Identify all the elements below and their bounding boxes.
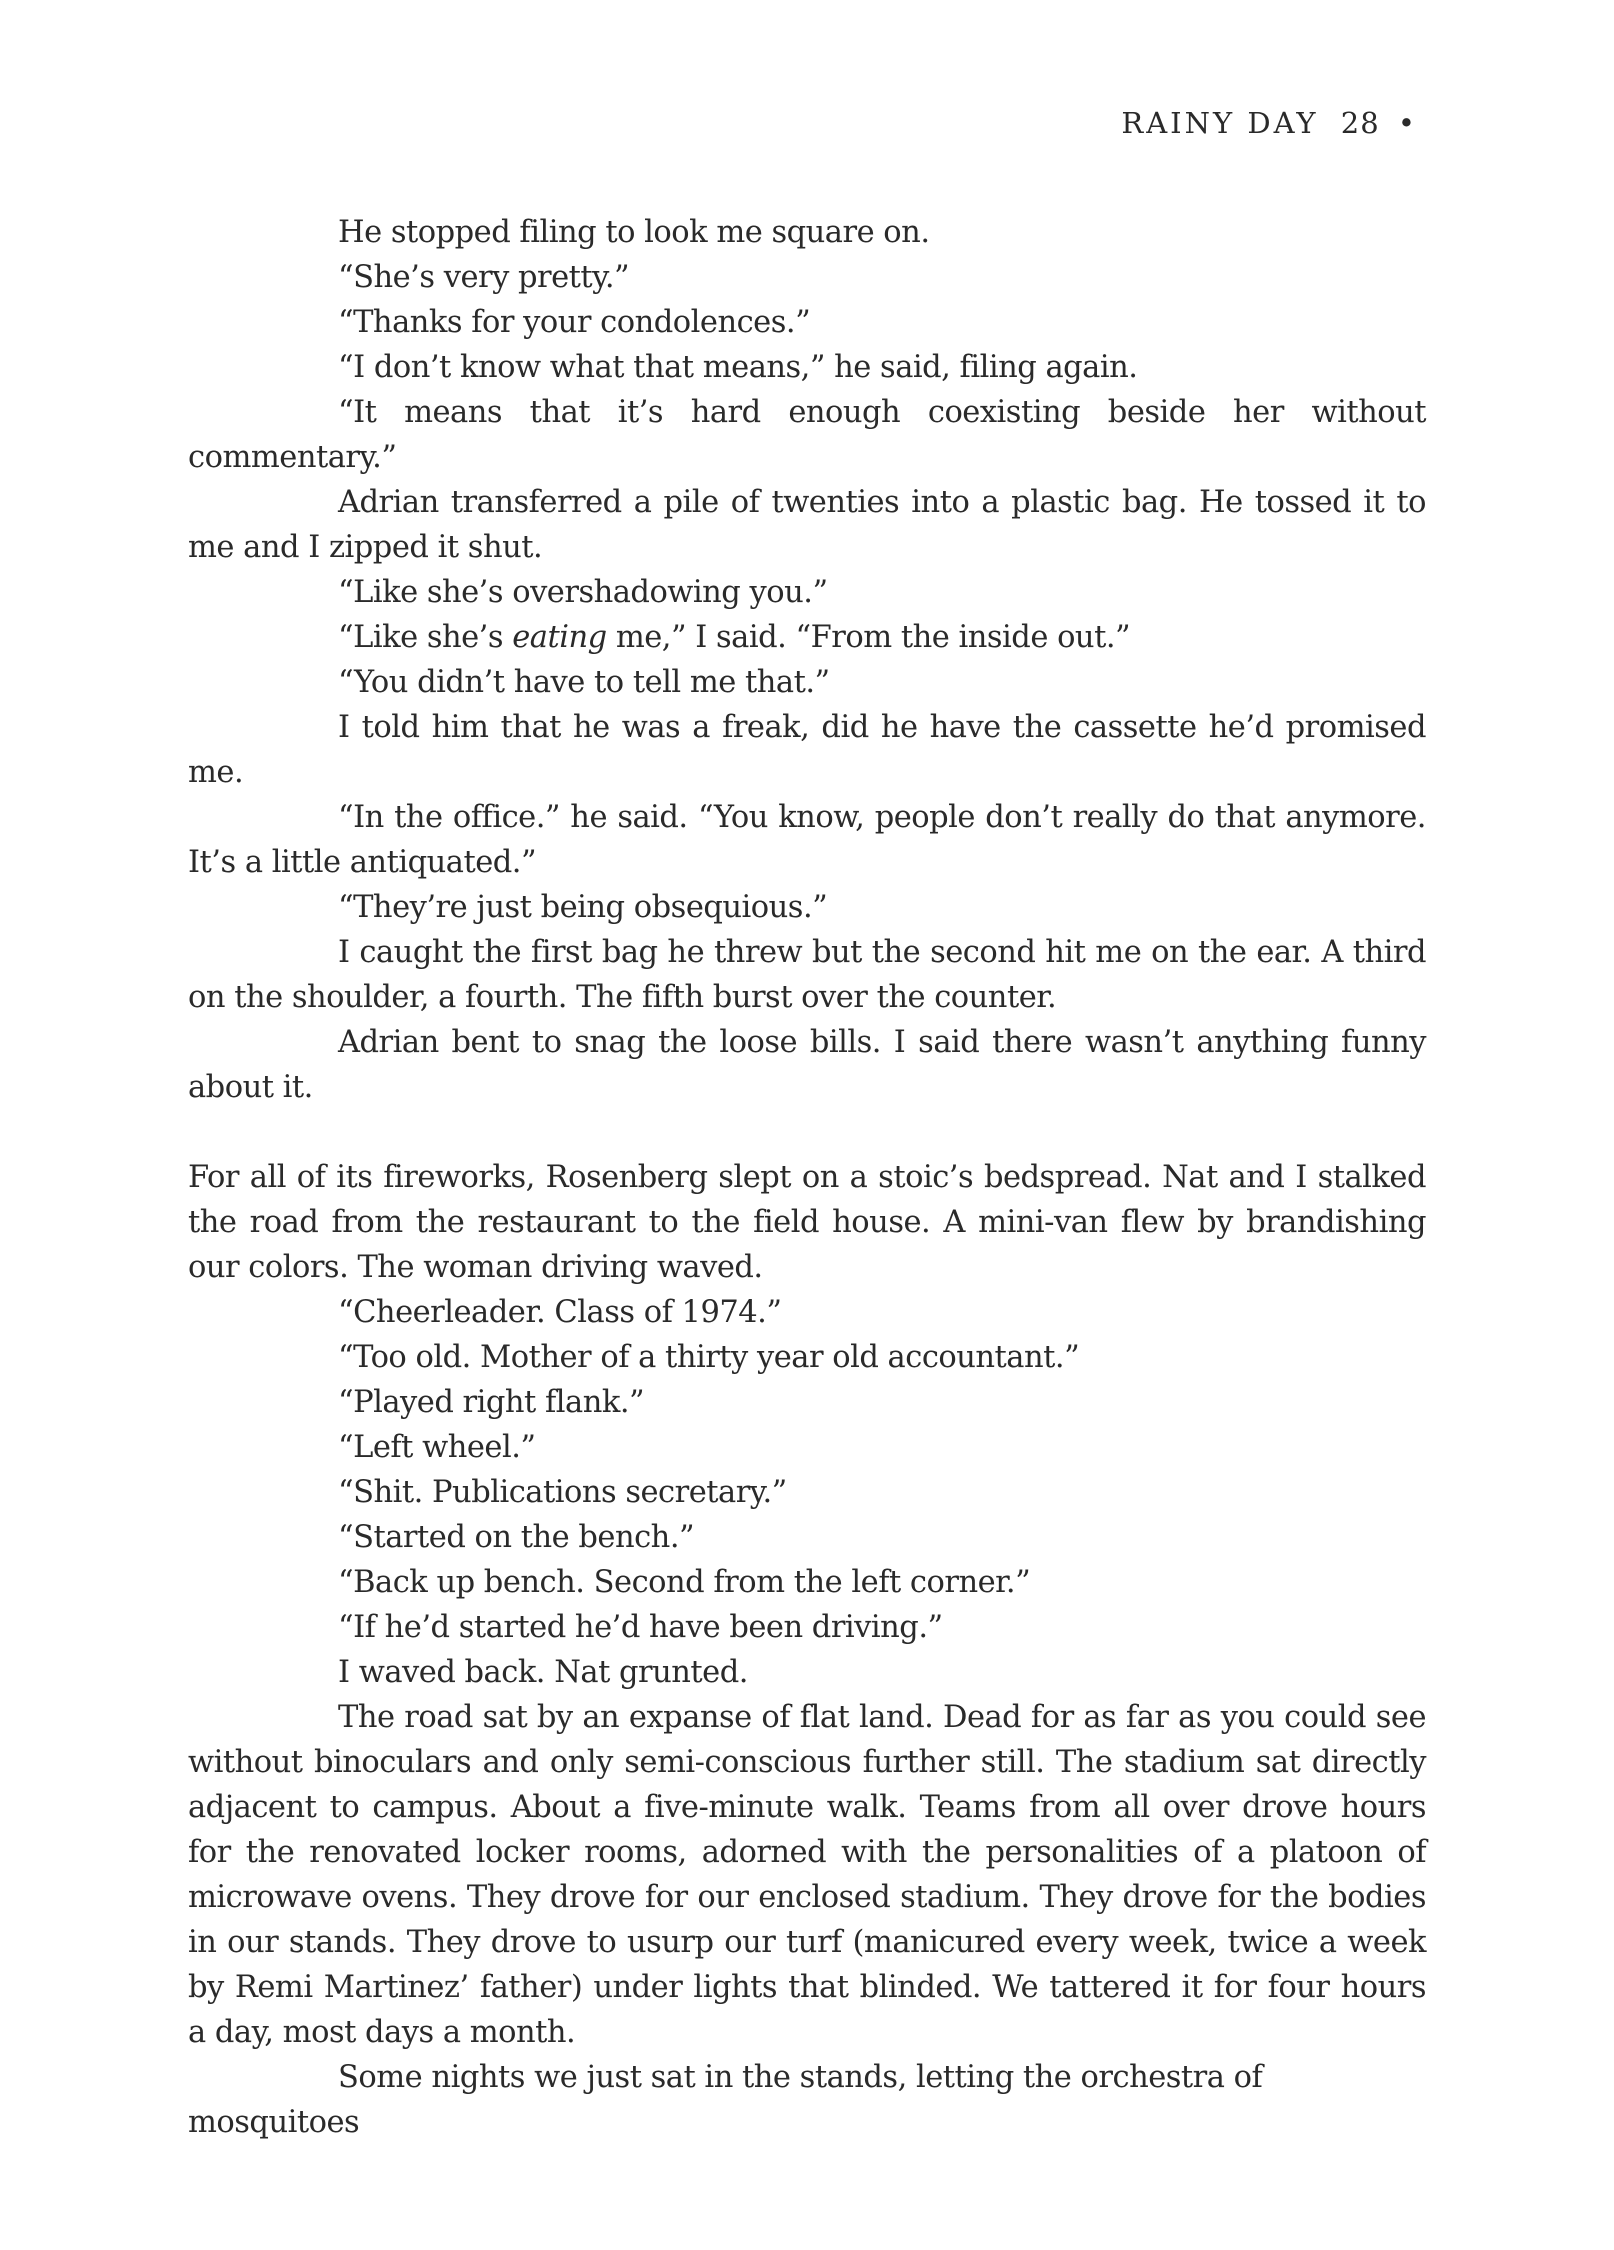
- paragraph: Adrian transferred a pile of twenties into a plastic bag. He tossed it to me and I zipped it shut.: [188, 485, 1426, 565]
- paragraph: “They’re just being obsequious.”: [338, 890, 828, 925]
- page-body: [188, 210, 1426, 2145]
- paragraph: “It means that it’s hard enough coexisting beside her without commentary.”: [188, 395, 1426, 475]
- header-bullet: •: [1397, 106, 1418, 140]
- book-title: RAINY DAY: [1121, 106, 1319, 140]
- paragraph: “In the office.” he said. “You know, people don’t really do that anymore. It’s a little antiquated.”: [188, 800, 1426, 880]
- running-header: [1121, 106, 1418, 140]
- paragraph: “Shit. Publications secretary.”: [338, 1475, 787, 1510]
- paragraph: “Started on the bench.”: [338, 1520, 695, 1555]
- page-number: 28: [1340, 106, 1380, 140]
- paragraph: I told him that he was a freak, did he have the cassette he’d promised me.: [188, 710, 1426, 790]
- paragraph: [188, 615, 1426, 660]
- paragraph: The road sat by an expanse of flat land. Dead for as far as you could see without binoculars and only semi-conscious further still. The stadium sat directly adjacent to campus. About a five-minute walk. Teams from all over drove hours for the renovated locker rooms, adorned with the personalities of a platoon of microwave ovens. They drove for our enclosed stadium. They drove for the bodies in our stands. They drove to usurp our turf (manicured every week, twice a week by Remi Martinez’ father) under lights that blinded. We tattered it for four hours a day, most days a month.: [188, 1700, 1426, 2050]
- paragraph: “If he’d started he’d have been driving.”: [338, 1610, 943, 1645]
- paragraph: “Like she’s overshadowing you.”: [338, 575, 828, 610]
- paragraph: “Played right flank.”: [338, 1385, 645, 1420]
- paragraph: I waved back. Nat grunted.: [338, 1655, 748, 1690]
- paragraph: “I don’t know what that means,” he said, filing again.: [338, 350, 1138, 385]
- paragraph: Adrian bent to snag the loose bills. I said there wasn’t anything funny about it.: [188, 1025, 1426, 1105]
- emphasis: eating: [512, 620, 607, 655]
- paragraph: “Too old. Mother of a thirty year old accountant.”: [338, 1340, 1080, 1375]
- paragraph: “You didn’t have to tell me that.”: [338, 665, 830, 700]
- paragraph: Some nights we just sat in the stands, letting the orchestra of mosquitoes: [188, 2060, 1263, 2140]
- paragraph: For all of its fireworks, Rosenberg slept on a stoic’s bedspread. Nat and I stalked the road from the restaurant to the field house. A mini-van flew by brandishing our colors. The woman driving waved.: [188, 1160, 1426, 1285]
- paragraph: “She’s very pretty.”: [338, 260, 630, 295]
- section-break: [188, 1110, 1426, 1155]
- paragraph: He stopped filing to look me square on.: [338, 215, 930, 250]
- paragraph: “Cheerleader. Class of 1974.”: [338, 1295, 782, 1330]
- paragraph: “Thanks for your condolences.”: [338, 305, 811, 340]
- paragraph: “Left wheel.”: [338, 1430, 536, 1465]
- paragraph: I caught the first bag he threw but the second hit me on the ear. A third on the shoulder, a fourth. The fifth burst over the counter.: [188, 935, 1426, 1015]
- paragraph: “Back up bench. Second from the left corner.”: [338, 1565, 1031, 1600]
- text-run: “Like she’s: [338, 620, 513, 655]
- text-run: me,” I said. “From the inside out.”: [606, 620, 1131, 655]
